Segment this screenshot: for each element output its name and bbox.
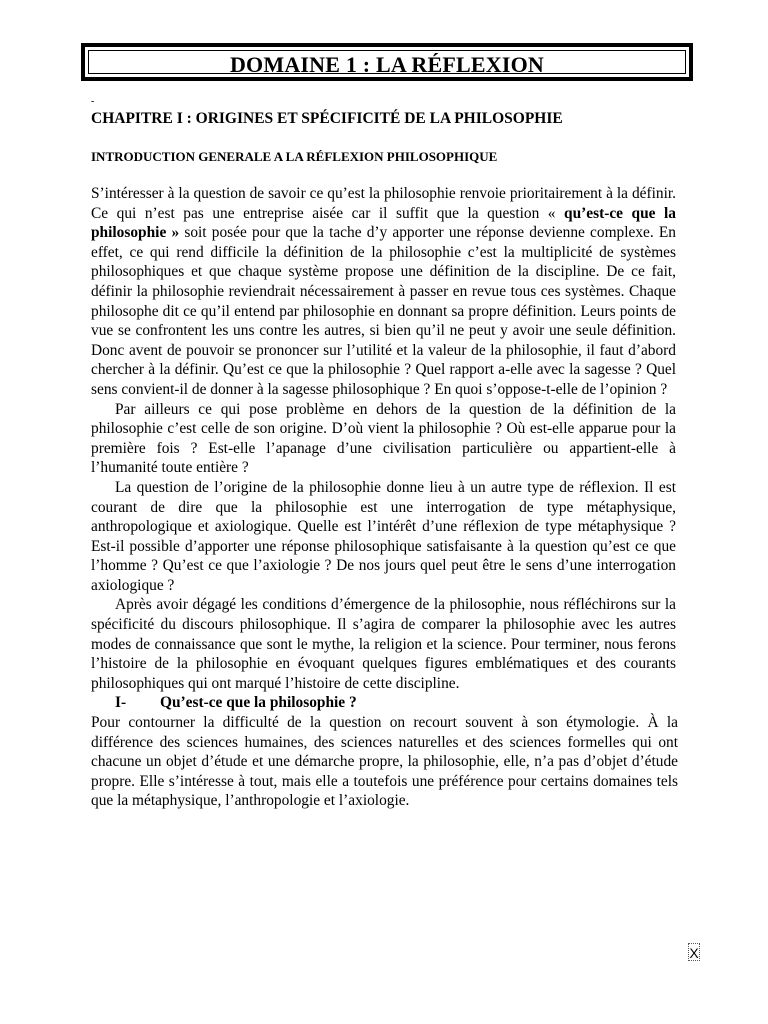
paragraph-4: Après avoir dégagé les conditions d’émergence de la philosophie, nous réfléchirons sur la spécificité du discours philosophique. Il s’agira de comparer la philosophie avec les autres modes de connaissance que sont le mythe, la religion et la science. Pour terminer, nous ferons l’histoire de la philosophie en évoquant quelques figures emblématiques et des courants philosophiques qui ont marqué l’histoire de cette discipline.: [91, 596, 676, 692]
document-title: DOMAINE 1 : LA RÉFLEXION: [229, 52, 545, 77]
paragraph-1-part-2: soit posée pour que la tache d’y apporter une réponse devienne complexe. En effet, ce qui rend difficile la définition de la philosophie c’est la multiplicité de systèmes philosophiques et que chaque système propose une définition de la discipline. De ce fait, définir la philosophie reviendrait nécessairement à passer en revue tous ces systèmes. Chaque philosophe dit ce qu’il entend par philosophie en donnant sa propre définition. Leurs points de vue se confrontent les uns contre les autres, si bien qu’il ne peut y avoir une seule définition. Donc avent de pouvoir se prononcer sur l’utilité et la valeur de la philosophie, il faut d’abord chercher à la définir. Qu’est ce que la philosophie ? Quel rapport a-elle avec la sagesse ? Quel sens convient-il de donner à la sagesse philosophique ? En quoi s’oppose-t-elle de l’opinion ?: [91, 224, 676, 398]
chapter-heading: CHAPITRE I : ORIGINES ET SPÉCIFICITÉ DE LA PHILOSOPHIE: [91, 110, 563, 127]
section-heading-1: [91, 693, 676, 713]
dash-mark: -: [91, 96, 95, 107]
paragraph-2: Par ailleurs ce qui pose problème en dehors de la question de la définition de la philosophie c’est celle de son origine. D’où vient la philosophie ? Où est-elle apparue pour la première fois ? Est-elle l’apanage d’une civilisation particulière ou appartient-elle à l’humanité toute entière ?: [91, 400, 676, 477]
paragraph-5: Pour contourner la difficulté de la question on recourt souvent à son étymologie. À la différence des sciences humaines, des sciences naturelles et des sciences formelles qui ont chacune un objet d’étude et une démarche propre, la philosophie, elle, n’a pas d’objet d’étude propre. Elle s’intéresse à tout, mais elle a toutefois une préférence pour certains domaines tels que la métaphysique, l’anthropologie et l’axiologie.: [91, 714, 678, 810]
body-text: [91, 184, 676, 811]
paragraph-1-part-1: S’intéresser à la question de savoir ce qu’est la philosophie renvoie prioritairement à la définir. Ce qui n’est pas une entreprise aisée car il suffit que la question «: [91, 185, 676, 222]
title-box: [81, 43, 693, 81]
paragraph-1: [91, 184, 676, 400]
paragraph-1-bold-question: qu’est-ce que la philosophie »: [91, 204, 676, 242]
close-icon[interactable]: X: [689, 945, 699, 961]
paragraph-3: La question de l’origine de la philosophie donne lieu à un autre type de réflexion. Il est courant de dire que la philosophie est une interrogation de type métaphysique, anthropologique et axiologique. Quelle est l’intérêt d’une réflexion de type métaphysique ? Est-il possible d’apporter une réponse philosophique satisfaisante à la question qu’est ce que l’homme ? Qu’est ce que l’axiologie ? De nos jours quel peut être le sens d’une interrogation axiologique ?: [91, 478, 676, 594]
section-1-title: Qu’est-ce que la philosophie ?: [160, 694, 357, 712]
intro-heading: INTRODUCTION GENERALE A LA RÉFLEXION PHILOSOPHIQUE: [91, 149, 498, 164]
section-1-number: I-: [115, 694, 127, 712]
